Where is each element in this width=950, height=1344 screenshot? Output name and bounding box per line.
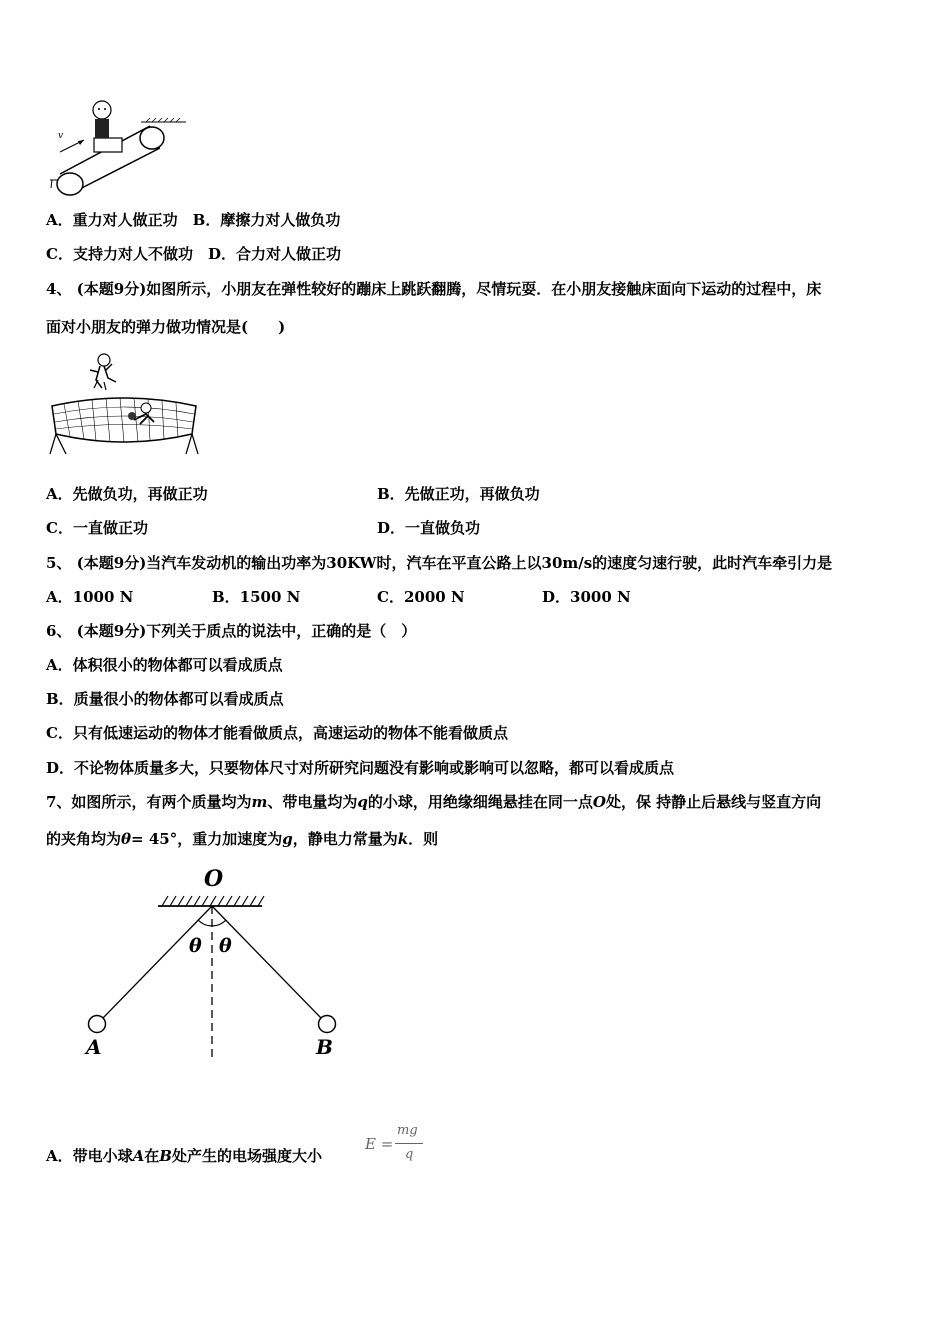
ball-b — [319, 1016, 336, 1033]
q6-option-d: D．不论物体质量多大，只要物体尺寸对所研究问题没有影响或影响可以忽略，都可以看成质点 — [46, 759, 675, 777]
label-a: A — [86, 1035, 102, 1059]
q4-option-c: C．一直做正功 — [46, 519, 148, 537]
ball-a — [89, 1016, 106, 1033]
q7-stem-text: ，静电力常量为 — [292, 830, 398, 848]
q4-option-d: D．一直做负功 — [377, 519, 481, 537]
q7-option-a-text: 在 — [144, 1147, 160, 1165]
formula-lhs: E = — [365, 1135, 394, 1153]
q7-option-a-text: A．带电小球 — [46, 1147, 133, 1165]
formula-denominator: q — [405, 1147, 414, 1162]
label-b: B — [316, 1035, 333, 1059]
q5-option-d: D．3000 N — [542, 588, 631, 606]
q3-options-row2: C．支持力对人不做功 D．合力对人做正功 — [46, 245, 341, 263]
q7-stem-text: 的夹角均为 — [46, 830, 122, 848]
label-theta-left: θ — [189, 935, 202, 957]
label-o: O — [204, 866, 224, 892]
q7-stem-text: 、带电量均为 — [267, 793, 358, 811]
q6-option-c: C．只有低速运动的物体才能看做质点，高速运动的物体不能看做质点 — [46, 724, 508, 742]
q7-var-o: O — [592, 793, 606, 811]
q7-stem-text: 7、如图所示，有两个质量均为 — [46, 793, 252, 811]
q7-var-g: g — [282, 830, 293, 848]
formula-fraction-bar — [395, 1143, 423, 1144]
velocity-label: v — [58, 131, 64, 141]
q7-stem-text: = 45°，重力加速度为 — [131, 830, 283, 848]
q7-var-m: m — [251, 793, 268, 811]
q7-stem-text: 的小球，用绝缘细绳悬挂在同一点 — [367, 793, 593, 811]
q7-option-a-var: A — [132, 1147, 145, 1165]
q6-option-b: B．质量很小的物体都可以看成质点 — [46, 690, 284, 708]
q7-var-k: k — [397, 830, 409, 848]
q5-option-a: A．1000 N — [46, 588, 134, 606]
q7-stem-text: 处，保 持静止后悬线与竖直方向 — [605, 793, 822, 811]
q7-var-theta: θ — [121, 830, 132, 848]
q3-options-row1: A．重力对人做正功 B．摩擦力对人做负功 — [46, 211, 341, 229]
q4-stem-line1: 4、 (本题9分)如图所示，小朋友在弹性较好的蹦床上跳跃翻腾，尽情玩耍．在小朋友接触床面向下运动的过程中，床 — [46, 280, 822, 298]
q5-option-c: C．2000 N — [377, 588, 465, 606]
q7-stem-line2 — [46, 829, 438, 849]
field-strength-formula — [363, 1123, 427, 1171]
q5-stem: 5、 (本题9分)当汽车发动机的输出功率为30KW时，汽车在平直公路上以30m/s的速度匀速行驶，此时汽车牵引力是 — [46, 554, 833, 572]
label-theta-right: θ — [219, 935, 232, 957]
q7-stem-line1 — [46, 792, 821, 812]
q7-stem-text: ．则 — [408, 830, 439, 848]
q7-option-a-text: 处产生的电场强度大小 — [171, 1147, 322, 1165]
q6-stem: 6、 (本题9分)下列关于质点的说法中，正确的是（ ） — [46, 622, 417, 640]
q4-option-b: B．先做正功，再做负功 — [377, 485, 540, 503]
q4-option-a: A．先做负功，再做正功 — [46, 485, 208, 503]
q6-option-a: A．体积很小的物体都可以看成质点 — [46, 656, 283, 674]
q4-stem-line2: 面对小朋友的弹力做功情况是( ) — [46, 318, 286, 336]
trampoline-figure — [46, 350, 202, 460]
q7-var-q: q — [357, 793, 368, 811]
q7-option-a-var: B — [159, 1147, 172, 1165]
q5-option-b: B．1500 N — [212, 588, 301, 606]
q7-option-a — [46, 1146, 322, 1166]
escalator-figure — [46, 96, 188, 200]
pendulum-figure — [80, 862, 370, 1062]
formula-numerator: mg — [397, 1123, 418, 1138]
